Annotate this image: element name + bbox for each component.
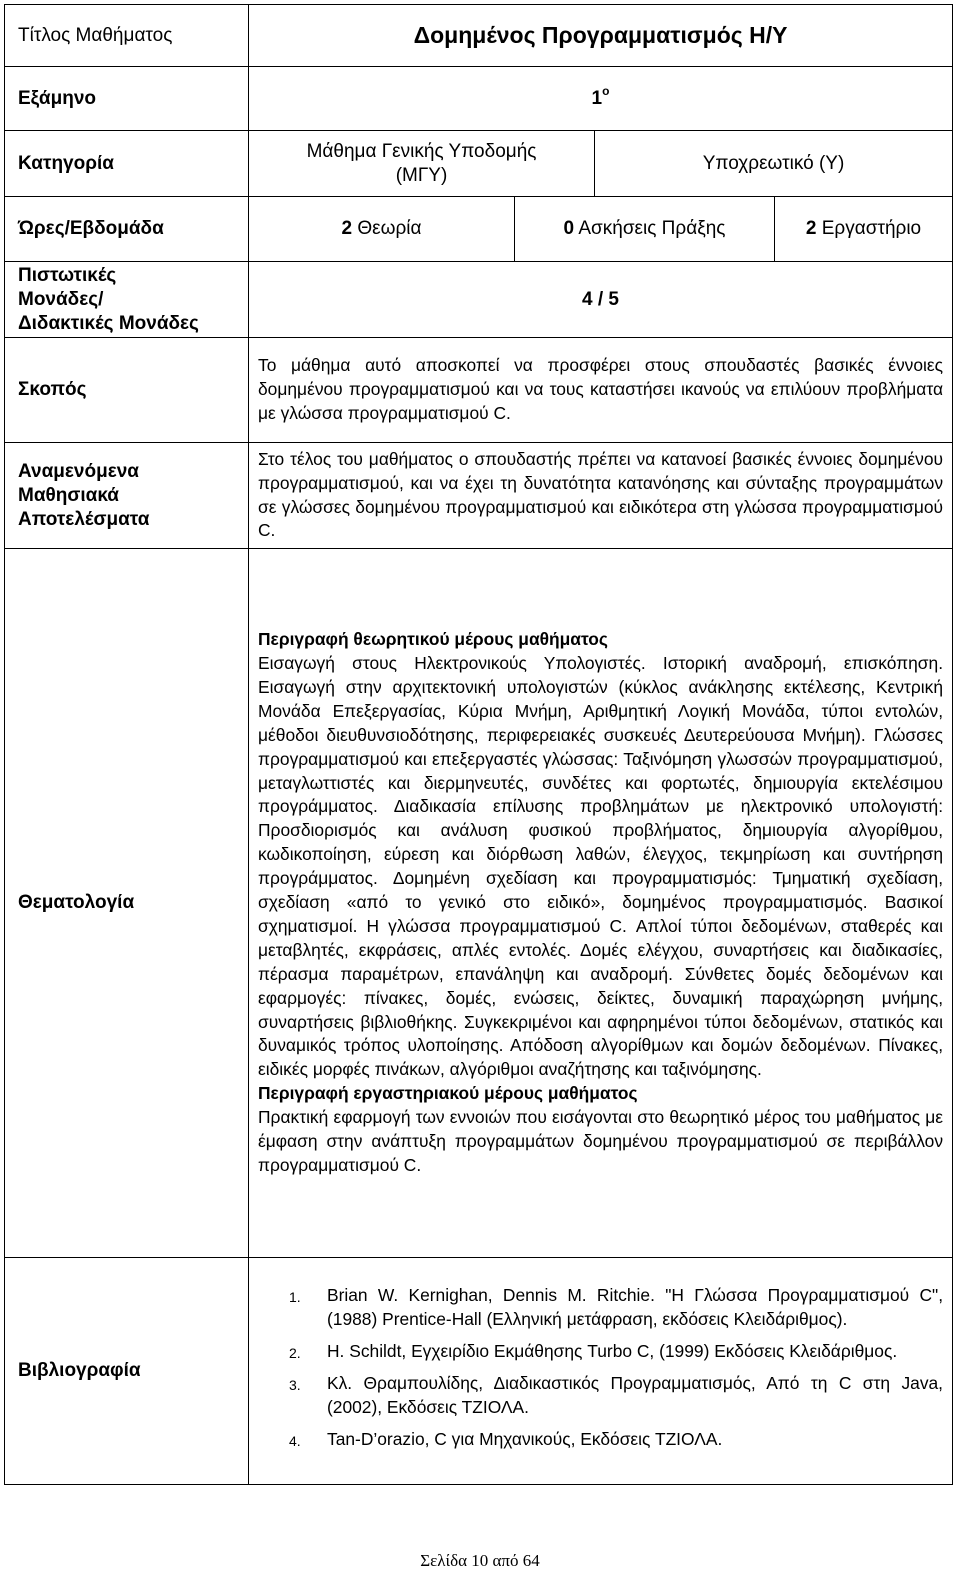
- bibliography-item-number: 2.: [289, 1345, 301, 1362]
- outcomes-label-line3: Αποτελέσματα: [18, 508, 150, 530]
- course-title: Δομημένος Προγραμματισμός Η/Υ: [249, 5, 953, 67]
- bibliography-item: [249, 1372, 943, 1420]
- lab-hours: 2: [805, 218, 817, 239]
- bibliography-item-text: Brian W. Kernighan, Dennis M. Ritchie. "Η Γλώσσα Προγραμματισμού C", (1988) Prentice-Hall (Ελληνική μετάφραση, εκδόσεις Κλειδάριθμος).: [327, 1285, 944, 1330]
- credits-value: 4 / 5: [249, 262, 953, 338]
- theory-text: Εισαγωγή στους Ηλεκτρονικούς Υπολογιστές. Ιστορική αναδρομή, επισκόπηση. Εισαγωγή στην αρχιτεκτονική υπολογιστών (κύκλος ανάκλησης εκτέλεσης, Κεντρική Μονάδα Επεξεργασίας, Κύρια Μνήμη, Αριθμητική Λογική Μονάδα, τύποι εντολών, μέθοδοι διευθυνσιοδότησης, περιφερειακές συσκευές Δευτερεύουσα Μνήμη). Γλώσσες προγραμματισμού και επεξεργαστές γλώσσας: Ταξινόμηση γλωσσών προγραμματισμού, μεταγλωττιστές και διερμηνευτές, συνδέτες και φορτωτές, δημιουργία εκτελέσιμου προγράμματος. Διαδικασία επίλυσης προβλημάτων με ηλεκτρονικό υπολογιστή: Προσδιορισμός και ανάλυση φυσικού προβλήματος, δημιουργία αλγορίθμου, κωδικοποίηση, εύρεση και διόρθωση λαθών, έλεγχος, τεκμηρίωση και συντήρηση προγράμματος. Δομημένη σχεδίαση και προγραμματισμός: Τμηματική σχεδίαση, σχεδίαση «από το γενικό στο ειδικό», δομημένος προγραμματισμός. Βασικοί σχηματισμοί. Η γλώσσα προγραμματισμού C. Απλοί τύποι δεδομένων, σταθερές και μεταβλητές, εκφράσεις, απλές εντολές. Δομές ελέγχου, συναρτήσεις και διαδικασίες, πέρασμα παραμέτρων, επανάληψη και αναδρομή. Σύνθετες δομές δεδομένων και εφαρμογές: πίνακες, δομές, ενώσεις, δείκτες, δυναμική παραχώρηση μνήμης, συναρτήσεις βιβλιοθήκης. Συγκεκριμένοι και αφηρημένοι τύποι δεδομένων, στατικός και δυναμικός τρόπος υλοποίησης. Απόδοση αλγορίθμων και δομών δεδομένων. Πίνακες, ειδικές μορφές πινάκων, αλγόριθμοι αναζήτησης και ταξινόμησης.: [258, 652, 944, 1080]
- hours-lab: [775, 197, 953, 262]
- bibliography-list: [249, 1258, 953, 1485]
- bibliography-item-text: Κλ. Θραμπουλίδης, Διαδικαστικός Προγραμματισμός, Από τη C στη Java, (2002), Εκδόσεις ΤΖΙΟΛΑ.: [327, 1373, 944, 1417]
- bibliography-item-text: H. Schildt, Εγχειρίδιο Εκμάθησης Turbo C, (1999) Εκδόσεις Κλειδάριθμος.: [327, 1341, 898, 1362]
- semester-number: 1: [591, 87, 603, 109]
- outcomes-label: [5, 443, 249, 549]
- semester-row: [5, 67, 953, 131]
- bibliography-label: Βιβλιογραφία: [5, 1258, 249, 1485]
- category-status: Υποχρεωτικό (Υ): [595, 131, 953, 197]
- outcomes-label-line2: Μαθησιακά: [18, 484, 119, 506]
- topics-row: [5, 549, 953, 1258]
- category-row: [5, 131, 953, 197]
- hours-exercises: [515, 197, 775, 262]
- bibliography-row: [5, 1258, 953, 1485]
- credits-label-line2: Μονάδες/: [18, 288, 104, 310]
- title-label: Τίτλος Μαθήματος: [5, 5, 249, 67]
- topics-content: [249, 549, 953, 1258]
- aim-row: [5, 338, 953, 443]
- exercises-label: Ασκήσεις Πράξης: [578, 218, 726, 239]
- outcomes-text: Στο τέλος του μαθήματος ο σπουδαστής πρέπει να κατανοεί βασικές έννοιες δομημένου προγραμματισμού, και να έχει τη δυνατότητα κατανόησης και σύνταξης προγραμμάτων σε γλώσσες δομημένου προγραμματισμού και ειδικότερα στη γλώσσα προγραμματισμού C.: [249, 443, 953, 549]
- bibliography-item: [249, 1340, 943, 1364]
- bibliography-item-number: 4.: [289, 1432, 301, 1449]
- course-table: [4, 4, 953, 1485]
- credits-row: [5, 262, 953, 338]
- semester-ordinal: ο: [602, 84, 610, 99]
- title-row: [5, 5, 953, 67]
- aim-label: Σκοπός: [5, 338, 249, 443]
- lab-heading: Περιγραφή εργαστηριακού μέρους μαθήματος: [258, 1083, 638, 1104]
- lab-label: Εργαστήριο: [821, 218, 922, 239]
- bibliography-item-number: 1.: [289, 1289, 301, 1306]
- credits-label-line3: Διδακτικές Μονάδες: [18, 312, 199, 334]
- category-type-line2: (ΜΓΥ): [395, 164, 448, 186]
- category-type: [249, 131, 595, 197]
- hours-label: Ώρες/Εβδομάδα: [5, 197, 249, 262]
- outcomes-row: [5, 443, 953, 549]
- theory-heading: Περιγραφή θεωρητικού μέρους μαθήματος: [258, 629, 608, 650]
- topics-label: Θεματολογία: [5, 549, 249, 1258]
- semester-label: Εξάμηνο: [5, 67, 249, 131]
- bibliography-item-number: 3.: [289, 1377, 301, 1393]
- bibliography-item-text: Tan-D’orazio, C για Μηχανικούς, Εκδόσεις ΤΖΙΟΛΑ.: [327, 1428, 723, 1449]
- bibliography-item: [249, 1284, 943, 1332]
- outcomes-label-line1: Αναμενόμενα: [18, 460, 139, 482]
- bibliography-item: [249, 1428, 943, 1452]
- lab-text: Πρακτική εφαρμογή των εννοιών που εισάγονται στο θεωρητικό μέρος του μαθήματος με έμφαση στην ανάπτυξη προγραμμάτων δομημένου προγραμματισμού σε περιβάλλον προγραμματισμού C.: [258, 1107, 944, 1176]
- hours-row: [5, 197, 953, 262]
- exercises-hours: 0: [563, 218, 575, 239]
- credits-label: [5, 262, 249, 338]
- semester-value: [249, 67, 953, 131]
- credits-label-line1: Πιστωτικές: [18, 264, 117, 286]
- theory-label: Θεωρία: [357, 218, 422, 239]
- category-label: Κατηγορία: [5, 131, 249, 197]
- theory-hours: 2: [341, 218, 353, 239]
- page-footer: Σελίδα 10 από 64: [420, 1551, 540, 1570]
- aim-text: Το μάθημα αυτό αποσκοπεί να προσφέρει στους σπουδαστές βασικές έννοιες δομημένου προγραμματισμού και να τους καταστήσει ικανούς να επιλύουν προβλήματα με γλώσσα προγραμματισμού C.: [249, 338, 953, 443]
- hours-theory: [249, 197, 515, 262]
- category-type-line1: Μάθημα Γενικής Υποδομής: [306, 140, 537, 162]
